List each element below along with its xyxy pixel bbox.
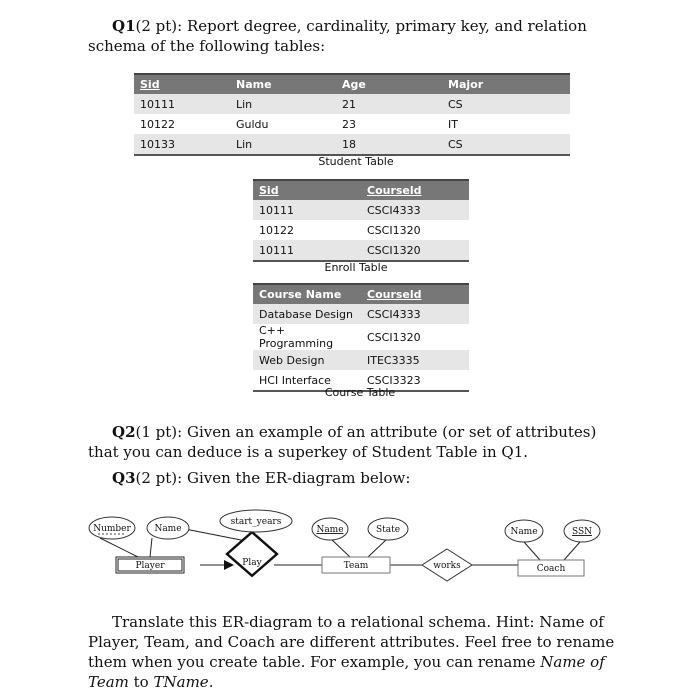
cell: CSCI4333 <box>361 200 469 220</box>
student-col-major: Major <box>442 74 570 94</box>
enroll-col-courseid: Courseld <box>361 180 469 200</box>
attr-ssn: SSN <box>571 527 593 537</box>
course-table-header <box>253 284 469 304</box>
cell: CS <box>442 94 570 114</box>
course-table-caption: Course Table <box>324 386 396 399</box>
cell: C++ Programming <box>259 324 334 350</box>
cell: CSCI3323 <box>361 370 469 391</box>
enroll-table <box>253 179 469 262</box>
cell: IT <box>448 117 458 131</box>
student-table-header <box>134 74 570 94</box>
entity-team: Team <box>343 561 369 571</box>
attr-coach-name: Name <box>510 527 538 537</box>
attr-player-name: Name <box>154 524 182 534</box>
q3-paragraph <box>112 468 632 488</box>
translate-italic-tname: TName <box>153 673 209 691</box>
enroll-col-sid: Sid <box>253 180 361 200</box>
cell: Guldu <box>236 117 269 131</box>
course-col-name: Course Name <box>253 284 361 304</box>
attr-number: Number <box>93 524 131 534</box>
translate-text-end: . <box>208 673 214 691</box>
arrow-icon <box>224 560 234 570</box>
cell: HCI Interface <box>253 370 361 391</box>
cell: CSCI1320 <box>367 223 421 237</box>
cell: CSCI1320 <box>367 330 421 344</box>
table-row <box>253 200 469 220</box>
course-col-courseid: Courseld <box>361 284 469 304</box>
entity-coach: Coach <box>536 564 566 574</box>
student-col-sid: Sid <box>134 74 230 94</box>
table-row <box>253 350 469 370</box>
q2-text: (1 pt): Given an example of an attribute (or set of attributes) that you can deduce is a superkey of Student Table in Q1. <box>88 423 597 461</box>
entity-player: Player <box>135 561 165 571</box>
q2-paragraph <box>88 422 624 462</box>
q1-label: Q1 <box>112 17 136 35</box>
translate-text-middle: to <box>128 673 154 691</box>
table-row <box>134 134 570 155</box>
student-col-name: Name <box>230 74 336 94</box>
cell: 10111 <box>134 94 230 114</box>
cell: 18 <box>336 134 442 155</box>
cell: 21 <box>336 94 442 114</box>
relationship-play: Play <box>242 558 262 568</box>
q3-label: Q3 <box>112 469 136 487</box>
course-table <box>253 283 469 392</box>
cell: CS <box>442 134 570 155</box>
cell: CSCI4333 <box>361 304 469 324</box>
cell: ITEC3335 <box>361 350 469 370</box>
student-table-caption: Student Table <box>318 155 394 168</box>
cell: Lin <box>230 94 336 114</box>
cell: 10133 <box>134 134 230 155</box>
cell: Database Design <box>253 304 361 324</box>
cell: 10111 <box>253 200 361 220</box>
q1-text: (2 pt): Report degree, cardinality, primary key, and relation schema of the following tables: <box>88 17 587 55</box>
translate-italic-name-of-team: Name of Team <box>88 653 605 691</box>
cell: CSCI1320 <box>361 240 469 261</box>
translate-paragraph <box>88 612 624 692</box>
table-row <box>134 94 570 114</box>
enroll-table-caption: Enroll Table <box>324 261 388 274</box>
q1-paragraph <box>88 16 624 56</box>
relationship-works: works <box>433 561 461 571</box>
table-row <box>253 324 469 350</box>
table-row <box>253 240 469 261</box>
er-diagram <box>88 504 608 584</box>
cell: 10122 <box>140 117 175 131</box>
table-row <box>253 220 469 240</box>
attr-state: State <box>375 525 401 535</box>
cell: Lin <box>230 134 336 155</box>
student-col-age: Age <box>336 74 442 94</box>
table-row <box>134 114 570 134</box>
cell: 23 <box>342 117 356 131</box>
attr-start-years: start_years <box>230 517 282 527</box>
cell: 10122 <box>259 223 294 237</box>
cell: Web Design <box>253 350 361 370</box>
q3-text: (2 pt): Given the ER-diagram below: <box>135 469 411 487</box>
translate-text: Translate this ER-diagram to a relational schema. Hint: Name of Player, Team, and Coach are different attributes. Feel free to rename them when you create table. For example, you can rename <box>88 613 615 671</box>
enroll-table-header <box>253 180 469 200</box>
q2-label: Q2 <box>112 423 136 441</box>
attr-team-name: Name <box>316 525 344 535</box>
table-row <box>253 304 469 324</box>
student-table <box>134 73 570 156</box>
cell: 10111 <box>253 240 361 261</box>
